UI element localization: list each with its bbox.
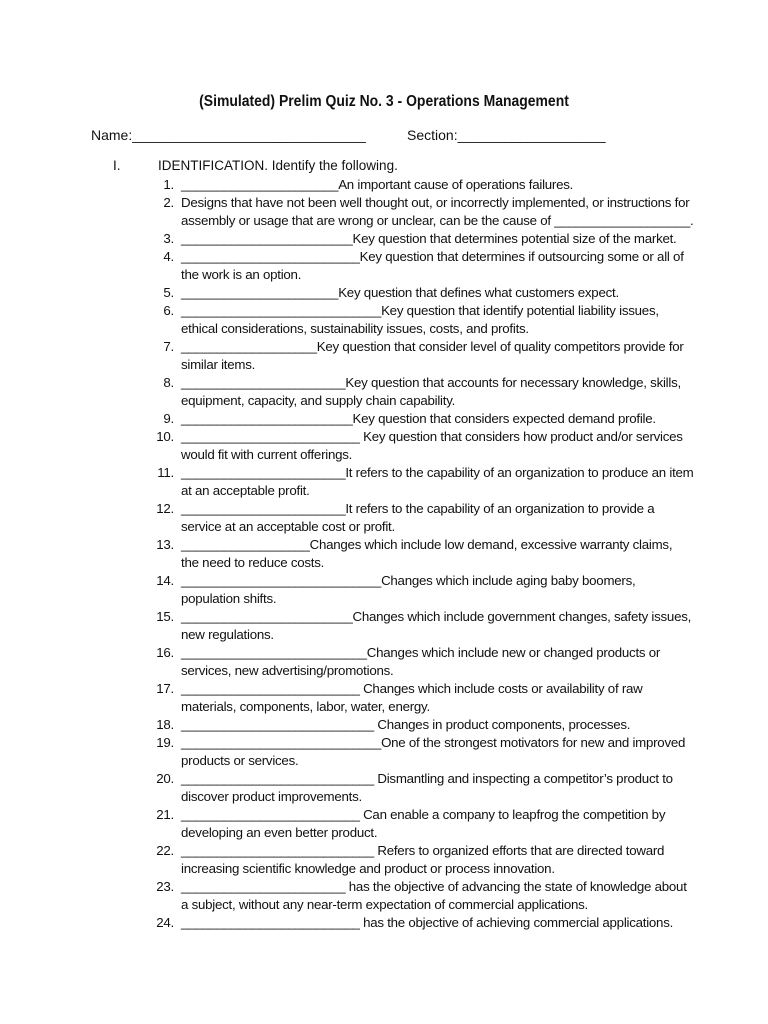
question-text	[181, 536, 680, 572]
question-number: 11.	[157, 465, 174, 480]
question-item	[120, 734, 686, 770]
question-text	[181, 914, 680, 932]
question-text-line: similar items.	[181, 357, 256, 372]
question-item	[120, 608, 692, 644]
question-text-line: ________________________Key question that determines potential size of the market.	[181, 231, 677, 246]
question-text-line: _________________________ has the objective of achieving commercial applications.	[181, 915, 674, 930]
question-number: 15.	[156, 609, 174, 624]
question-text	[181, 230, 680, 248]
question-text	[181, 716, 680, 734]
question-text	[181, 680, 680, 716]
question-text-line: the work is an option.	[181, 267, 302, 282]
question-text-line: _________________________ Can enable a company to leapfrog the competition by	[181, 807, 666, 822]
question-text	[181, 770, 680, 806]
question-text-line: ______________________Key question that defines what customers expect.	[181, 285, 619, 300]
question-number: 18.	[156, 717, 174, 732]
question-text	[181, 176, 680, 194]
question-text-line: ______________________An important cause of operations failures.	[181, 177, 574, 192]
question-item	[120, 842, 680, 878]
question-number: 13.	[156, 537, 174, 552]
question-item	[120, 284, 680, 302]
question-item	[120, 230, 680, 248]
question-text-line: at an acceptable profit.	[181, 483, 310, 498]
question-text	[181, 464, 694, 500]
question-text-line: ________________________Changes which include government changes, safety issues,	[181, 609, 692, 624]
question-item	[120, 806, 680, 842]
question-item	[120, 500, 680, 536]
question-text-line: _________________________Key question that determines if outsourcing some or all of	[181, 249, 684, 264]
question-text-line: ____________________________Changes which include aging baby boomers,	[181, 573, 636, 588]
question-text	[181, 806, 680, 842]
question-text	[181, 842, 680, 878]
question-number: 22.	[156, 843, 174, 858]
page-title: (Simulated) Prelim Quiz No. 3 - Operations Management	[199, 93, 569, 110]
question-number: 17.	[156, 681, 174, 696]
question-item	[120, 536, 680, 572]
question-text	[181, 878, 687, 914]
question-number: 3.	[163, 231, 174, 246]
question-item	[120, 716, 680, 734]
question-item	[120, 410, 680, 428]
question-text-line: ___________________________ Refers to organized efforts that are directed toward	[181, 843, 665, 858]
question-text-line: _________________________ Key question that considers how product and/or services	[181, 429, 683, 444]
question-number: 2.	[163, 195, 174, 210]
question-text-line: products or services.	[181, 753, 299, 768]
question-number: 6.	[163, 303, 174, 318]
question-text	[181, 428, 683, 464]
question-text-line: equipment, capacity, and supply chain capability.	[181, 393, 456, 408]
question-number: 5.	[163, 285, 174, 300]
question-item	[120, 248, 684, 284]
question-item	[120, 338, 684, 374]
question-number: 14.	[156, 573, 174, 588]
question-item	[120, 464, 694, 500]
question-item	[120, 770, 680, 806]
question-number: 24.	[156, 915, 174, 930]
question-text-line: Designs that have not been well thought out, or incorrectly implemented, or instructions for	[181, 195, 690, 210]
question-text-line: _______________________It refers to the capability of an organization to produce an item	[181, 465, 694, 480]
question-text-line: would fit with current offerings.	[181, 447, 353, 462]
question-text-line: discover product improvements.	[181, 789, 362, 804]
question-text	[181, 734, 686, 770]
question-item	[120, 680, 680, 716]
question-text	[181, 284, 680, 302]
section-field: Section:___________________	[407, 127, 606, 143]
question-item	[120, 878, 687, 914]
question-text-line: _________________________ Changes which include costs or availability of raw	[181, 681, 643, 696]
question-list	[120, 176, 694, 932]
section-number: I.	[113, 158, 121, 173]
question-text-line: services, new advertising/promotions.	[181, 663, 394, 678]
question-item	[120, 644, 680, 680]
question-text	[181, 374, 680, 410]
question-text	[181, 194, 694, 230]
question-text	[181, 608, 692, 644]
question-text-line: a subject, without any near-term expectation of commercial applications.	[181, 897, 588, 912]
question-text-line: service at an acceptable cost or profit.	[181, 519, 395, 534]
section-heading: IDENTIFICATION. Identify the following.	[158, 158, 398, 173]
question-text-line: ________________________Key question that considers expected demand profile.	[181, 411, 656, 426]
question-text	[181, 338, 684, 374]
question-item	[120, 572, 680, 608]
question-text-line: _______________________Key question that accounts for necessary knowledge, skills,	[181, 375, 681, 390]
question-number: 21.	[156, 807, 174, 822]
question-number: 12.	[156, 501, 174, 516]
question-text-line: __________________Changes which include low demand, excessive warranty claims,	[181, 537, 673, 552]
question-text-line: materials, components, labor, water, energy.	[181, 699, 430, 714]
question-text-line: ethical considerations, sustainability issues, costs, and profits.	[181, 321, 529, 336]
question-item	[120, 302, 680, 338]
question-number: 10.	[156, 429, 174, 444]
question-number: 8.	[163, 375, 174, 390]
question-item	[120, 428, 683, 464]
question-number: 7.	[163, 339, 174, 354]
question-number: 19.	[156, 735, 174, 750]
question-item	[120, 914, 680, 932]
question-item	[120, 176, 680, 194]
question-text-line: __________________________Changes which include new or changed products or	[181, 645, 661, 660]
question-number: 4.	[163, 249, 174, 264]
question-text	[181, 302, 680, 338]
question-number: 1.	[163, 177, 174, 192]
question-text-line: population shifts.	[181, 591, 277, 606]
question-text	[181, 572, 680, 608]
question-text	[181, 500, 680, 536]
question-text	[181, 410, 680, 428]
question-text-line: _______________________ has the objective of advancing the state of knowledge about	[181, 879, 687, 894]
question-text-line: new regulations.	[181, 627, 274, 642]
question-number: 16.	[156, 645, 174, 660]
question-item	[120, 194, 694, 230]
question-text-line: ____________________________One of the strongest motivators for new and improved	[181, 735, 686, 750]
question-number: 20.	[156, 771, 174, 786]
question-text	[181, 248, 684, 284]
question-text-line: ___________________________ Dismantling and inspecting a competitor’s product to	[181, 771, 673, 786]
question-text-line: ___________________Key question that consider level of quality competitors provide for	[181, 339, 684, 354]
question-text-line: the need to reduce costs.	[181, 555, 325, 570]
question-text-line: assembly or usage that are wrong or unclear, can be the cause of ___________________.	[181, 213, 694, 228]
question-text	[181, 644, 680, 680]
question-number: 9.	[163, 411, 174, 426]
question-item	[120, 374, 680, 410]
question-number: 23.	[156, 879, 174, 894]
question-text-line: ____________________________Key question that identify potential liability issues,	[181, 303, 659, 318]
name-field: Name:______________________________	[91, 127, 366, 143]
question-text-line: developing an even better product.	[181, 825, 378, 840]
question-text-line: ___________________________ Changes in product components, processes.	[181, 717, 631, 732]
question-text-line: _______________________It refers to the capability of an organization to provide a	[181, 501, 655, 516]
question-text-line: increasing scientific knowledge and product or process innovation.	[181, 861, 555, 876]
